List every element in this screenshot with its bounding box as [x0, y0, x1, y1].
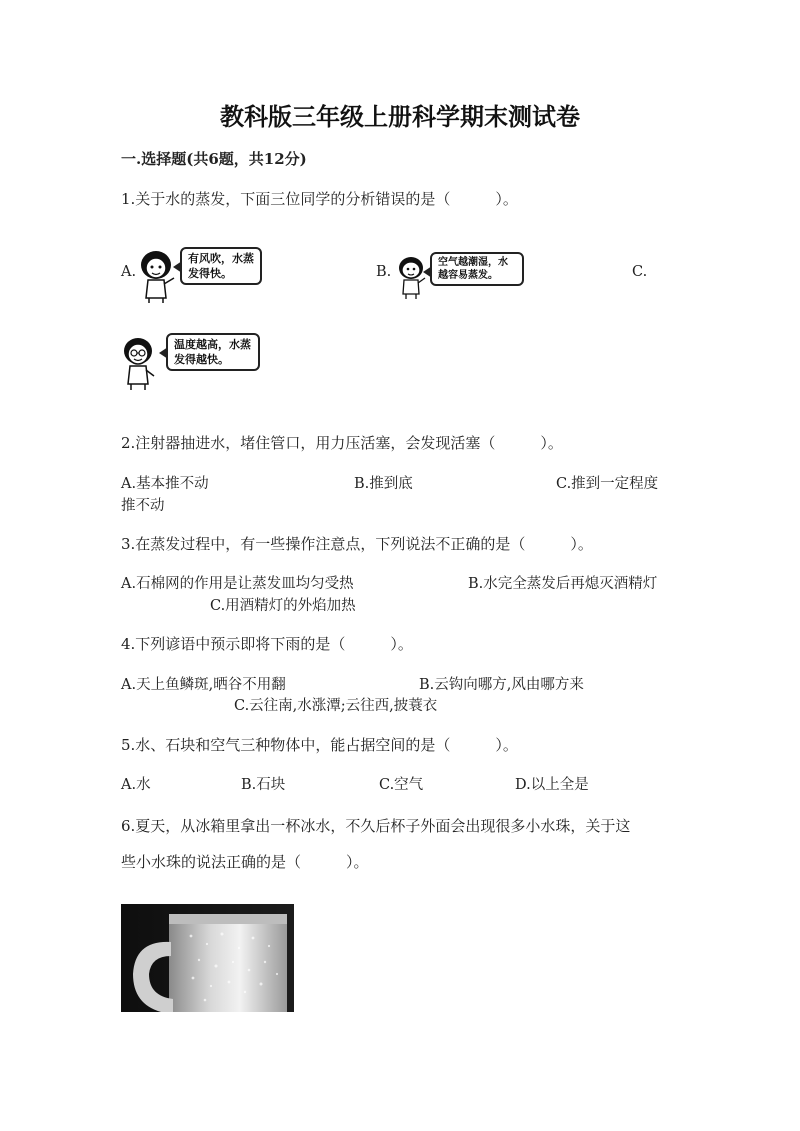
question-2-option-c-continued: 推不动 — [121, 498, 165, 514]
question-1-option-a-label[interactable]: A. — [121, 264, 137, 280]
question-5-stem: 5.水、石块和空气三种物体中，能占据空间的是（ ）。 — [121, 736, 518, 754]
question-3-stem: 3.在蒸发过程中，有一些操作注意点，下列说法不正确的是（ ）。 — [121, 535, 593, 553]
section-heading: 一.选择题(共6题，共12分) — [121, 150, 307, 168]
question-4-option-a[interactable]: A.天上鱼鳞斑,晒谷不用翻 — [121, 677, 286, 693]
question-1-stem: 1.关于水的蒸发，下面三位同学的分析错误的是（ ）。 — [121, 190, 518, 208]
question-5-option-d[interactable]: D.以上全是 — [515, 777, 589, 793]
question-2-option-c[interactable]: C.推到一定程度 — [556, 476, 659, 492]
question-2-option-b[interactable]: B.推到底 — [354, 476, 413, 492]
question-5-option-b[interactable]: B.石块 — [241, 777, 286, 793]
question-6-stem-line-1: 6.夏天，从冰箱里拿出一杯冰水，不久后杯子外面会出现很多小水珠，关于这 — [121, 817, 631, 835]
girl-cartoon-icon — [136, 248, 178, 304]
question-5-option-a[interactable]: A.水 — [121, 777, 151, 793]
question-2-option-a[interactable]: A.基本推不动 — [121, 476, 209, 492]
question-4-option-c[interactable]: C.云往南,水涨潭;云往西,披蓑衣 — [234, 698, 438, 714]
question-3-option-c[interactable]: C.用酒精灯的外焰加热 — [210, 598, 356, 614]
speech-bubble-b: 空气越潮湿，水越容易蒸发。 — [430, 252, 524, 286]
question-5-option-c[interactable]: C.空气 — [379, 777, 424, 793]
boy-glasses-cartoon-icon — [118, 335, 160, 391]
question-3-option-b[interactable]: B.水完全蒸发后再熄灭酒精灯 — [468, 576, 658, 592]
question-1-option-b-label[interactable]: B. — [376, 264, 392, 280]
cold-cup-photo — [121, 904, 294, 1012]
question-4-option-b[interactable]: B.云钩向哪方,风由哪方来 — [419, 677, 584, 693]
question-3-option-a[interactable]: A.石棉网的作用是让蒸发皿均匀受热 — [121, 576, 354, 592]
question-1-option-c-label[interactable]: C. — [632, 264, 648, 280]
question-4-stem: 4.下列谚语中预示即将下雨的是（ ）。 — [121, 635, 413, 653]
question-6-stem-line-2: 些小水珠的说法正确的是（ ）。 — [121, 853, 369, 871]
speech-bubble-a: 有风吹，水蒸发得快。 — [180, 247, 262, 285]
page-title: 教科版三年级上册科学期末测试卷 — [220, 102, 580, 131]
question-2-stem: 2.注射器抽进水，堵住管口，用力压活塞，会发现活塞（ ）。 — [121, 434, 563, 452]
speech-bubble-c: 温度越高，水蒸发得越快。 — [166, 333, 260, 371]
